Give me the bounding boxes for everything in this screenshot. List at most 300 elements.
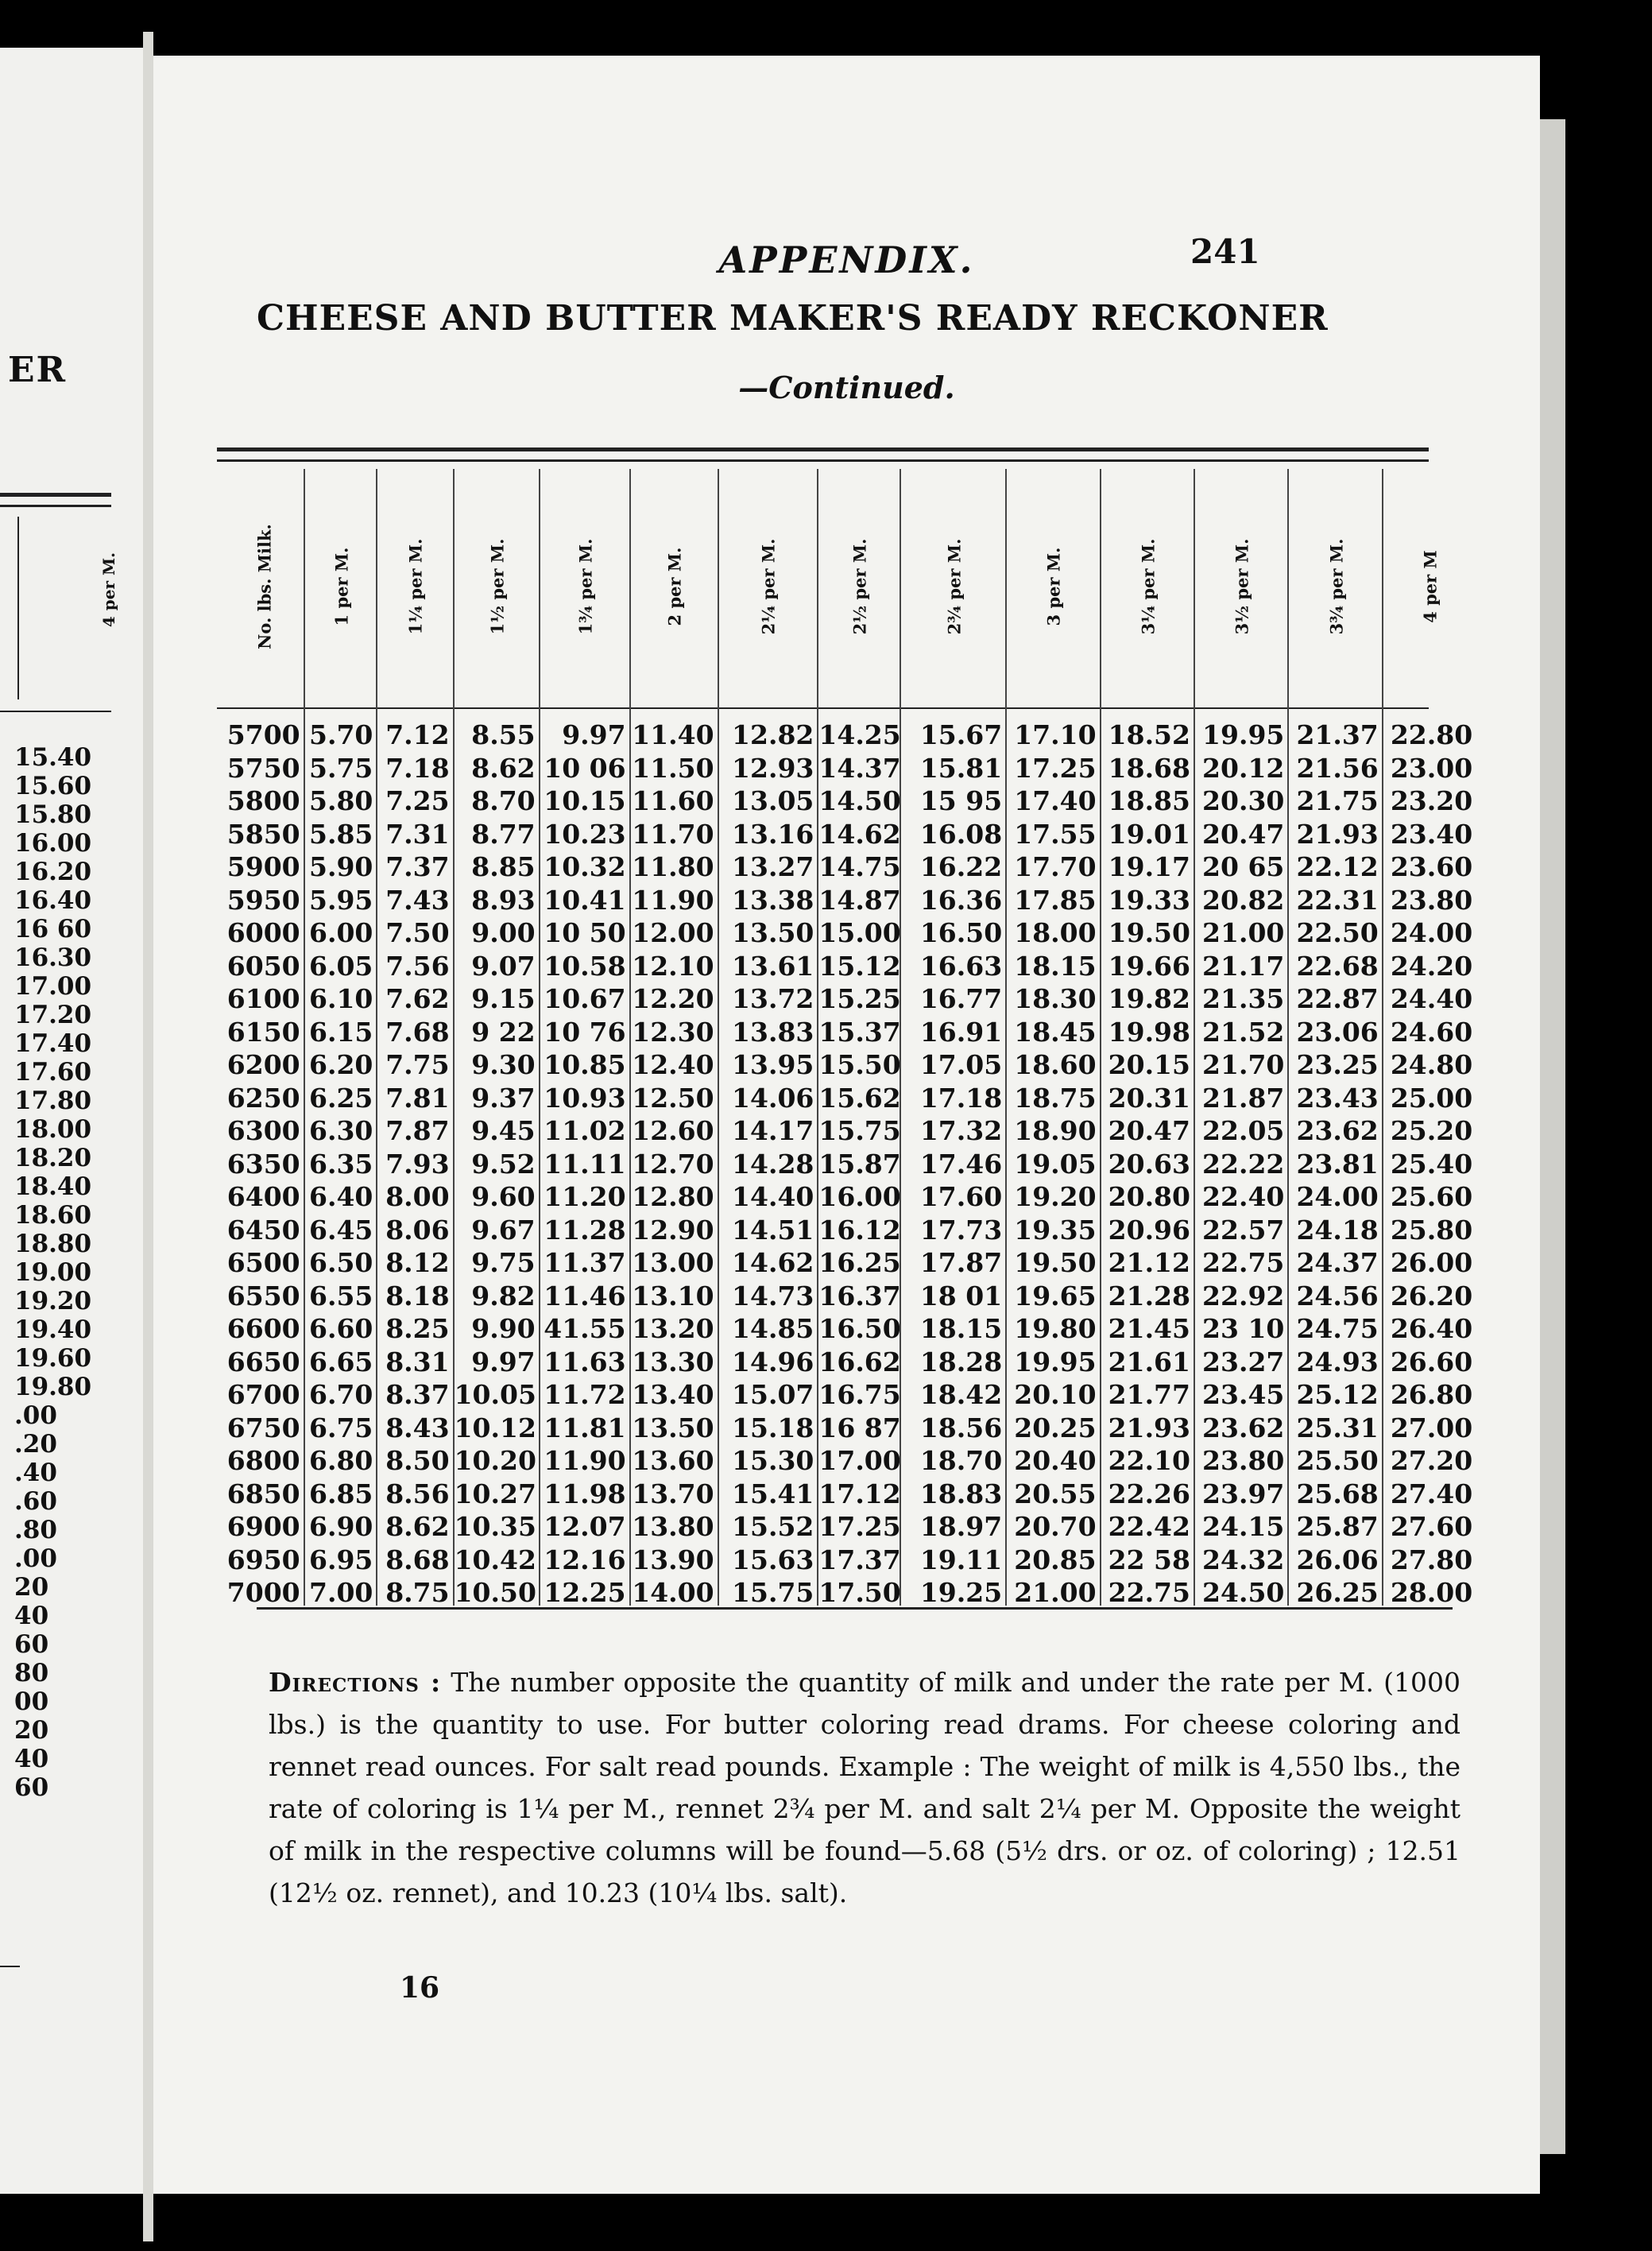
table-row (225, 752, 1473, 785)
quantity-cell: 10.12 (454, 1412, 536, 1443)
quantity-cell: 22.75 (1108, 1577, 1190, 1608)
quantity-cell: 6.20 (309, 1049, 373, 1080)
quantity-cell: 23.62 (1202, 1412, 1285, 1443)
quantity-cell: 7.75 (385, 1049, 450, 1080)
previous-page-value: 17.80 (14, 1087, 92, 1115)
quantity-cell: 6.40 (309, 1181, 373, 1212)
quantity-cell: 24.40 (1390, 983, 1473, 1014)
column-header-0 (225, 469, 305, 703)
quantity-cell: 26.25 (1296, 1577, 1379, 1608)
column-header-label: 3½ per M. (1232, 538, 1252, 634)
quantity-cell: 19.33 (1108, 884, 1190, 916)
quantity-cell: 5.80 (309, 785, 373, 816)
signature-mark: 16 (400, 1971, 440, 2005)
directions-paragraph (269, 1661, 1460, 1914)
quantity-cell: 21.00 (1014, 1577, 1097, 1608)
quantity-cell: 19.95 (1202, 719, 1285, 750)
quantity-cell: 10.41 (544, 884, 626, 916)
table-row (225, 1379, 1473, 1411)
column-header-label: 2¾ per M. (944, 538, 965, 634)
quantity-cell: 12.25 (544, 1577, 626, 1608)
quantity-cell: 25.12 (1296, 1379, 1379, 1410)
quantity-cell: 15.30 (732, 1445, 814, 1476)
divider (217, 459, 1429, 462)
quantity-cell: 19.50 (1014, 1247, 1097, 1278)
table-row (225, 950, 1473, 982)
quantity-cell: 13.05 (732, 785, 814, 816)
quantity-cell: 8.12 (385, 1247, 450, 1278)
milk-weight-cell: 6400 (226, 1181, 300, 1212)
quantity-cell: 14.62 (732, 1247, 814, 1278)
quantity-cell: 22.80 (1390, 719, 1473, 750)
quantity-cell: 11.11 (544, 1148, 626, 1180)
quantity-cell: 10.20 (454, 1445, 536, 1476)
quantity-cell: 7.56 (385, 950, 450, 982)
quantity-cell: 26.20 (1390, 1280, 1473, 1311)
previous-page-value: 18.20 (14, 1144, 92, 1172)
quantity-cell: 25.68 (1296, 1478, 1379, 1509)
quantity-cell: 6.30 (309, 1115, 373, 1146)
quantity-cell: 7.25 (385, 785, 450, 816)
column-divider (900, 469, 901, 1606)
quantity-cell: 9.60 (471, 1181, 536, 1212)
directions-text: The number opposite the quantity of milk and under the rate per M. (1000 lbs.) is the quantity to use. For butter coloring read drams. For cheese coloring and rennet read ounces. For salt read pounds. Example : The weight of milk is 4,550 lbs., the rate of coloring is 1¼ per M., rennet 2¾ per M. and salt 2¼ per M. Opposite the weight of milk in the respective columns will be found—5.68 (5½ drs. or oz. of coloring) ; 12.51 (12½ oz. rennet), and 10.23 (10¼ lbs. salt). (269, 1667, 1460, 1908)
quantity-cell: 20.12 (1202, 752, 1285, 784)
quantity-cell: 6.95 (309, 1544, 373, 1575)
quantity-cell: 13.40 (632, 1379, 714, 1410)
quantity-cell: 15.18 (732, 1412, 814, 1443)
table-row (225, 1478, 1473, 1510)
quantity-cell: 8.00 (385, 1181, 450, 1212)
quantity-cell: 9.75 (471, 1247, 536, 1278)
quantity-cell: 23 10 (1202, 1313, 1285, 1344)
column-header-label: 3¾ per M. (1326, 538, 1347, 634)
quantity-cell: 13.70 (632, 1478, 714, 1509)
quantity-cell: 13.72 (732, 983, 814, 1014)
quantity-cell: 7.00 (309, 1577, 373, 1608)
previous-page-value: 20 (14, 1573, 49, 1602)
page-number: 241 (1190, 232, 1260, 271)
quantity-cell: 14.73 (732, 1280, 814, 1311)
column-header-label: 4 per M (1420, 549, 1441, 623)
quantity-cell: 24.15 (1202, 1511, 1285, 1542)
quantity-cell: 21.87 (1202, 1082, 1285, 1114)
column-divider (1287, 469, 1289, 1606)
quantity-cell: 9.97 (471, 1346, 536, 1377)
quantity-cell: 21.52 (1202, 1016, 1285, 1048)
quantity-cell: 22 58 (1108, 1544, 1190, 1575)
quantity-cell: 6.10 (309, 983, 373, 1014)
quantity-cell: 9.52 (471, 1148, 536, 1180)
quantity-cell: 8.37 (385, 1379, 450, 1410)
milk-weight-cell: 6900 (226, 1511, 300, 1542)
quantity-cell: 20.47 (1108, 1115, 1190, 1146)
previous-page-value: 15.40 (14, 743, 92, 772)
quantity-cell: 13.90 (632, 1544, 714, 1575)
milk-weight-cell: 6250 (226, 1082, 300, 1114)
quantity-cell: 13.60 (632, 1445, 714, 1476)
quantity-cell: 12.30 (632, 1016, 714, 1048)
previous-page-fragment (0, 48, 143, 2194)
quantity-cell: 23.45 (1202, 1379, 1285, 1410)
milk-weight-cell: 6800 (226, 1445, 300, 1476)
quantity-cell: 18.00 (1014, 917, 1097, 948)
divider (0, 711, 111, 712)
quantity-cell: 11.81 (544, 1412, 626, 1443)
quantity-cell: 6.90 (309, 1511, 373, 1542)
quantity-cell: 10 76 (544, 1016, 626, 1048)
table-title: CHEESE AND BUTTER MAKER'S READY RECKONER (257, 298, 1329, 339)
quantity-cell: 16.37 (818, 1280, 901, 1311)
quantity-cell: 13.50 (632, 1412, 714, 1443)
quantity-cell: 15.62 (818, 1082, 901, 1114)
quantity-cell: 24.56 (1296, 1280, 1379, 1311)
quantity-cell: 20.47 (1202, 818, 1285, 850)
previous-page-value: 60 (14, 1773, 49, 1802)
table-row (225, 1313, 1473, 1345)
quantity-cell: 17.00 (818, 1445, 901, 1476)
quantity-cell: 10.67 (544, 983, 626, 1014)
quantity-cell: 13.80 (632, 1511, 714, 1542)
quantity-cell: 14.87 (818, 884, 901, 916)
column-header-4 (540, 469, 631, 703)
quantity-cell: 12.16 (544, 1544, 626, 1575)
quantity-cell: 10.05 (454, 1379, 536, 1410)
milk-weight-cell: 6100 (226, 983, 300, 1014)
quantity-cell: 23.06 (1296, 1016, 1379, 1048)
quantity-cell: 8.06 (385, 1214, 450, 1246)
milk-weight-cell: 5700 (226, 719, 300, 750)
column-divider (539, 469, 540, 1606)
quantity-cell: 13.00 (632, 1247, 714, 1278)
quantity-cell: 15.81 (919, 752, 1003, 784)
quantity-cell: 12.70 (632, 1148, 714, 1180)
quantity-cell: 16.25 (818, 1247, 901, 1278)
quantity-cell: 16 87 (818, 1412, 901, 1443)
quantity-cell: 21.70 (1202, 1049, 1285, 1080)
quantity-cell: 20.55 (1014, 1478, 1097, 1509)
quantity-cell: 17.18 (919, 1082, 1003, 1114)
quantity-cell: 18.52 (1108, 719, 1190, 750)
column-divider (629, 469, 631, 1606)
milk-weight-cell: 6950 (226, 1544, 300, 1575)
quantity-cell: 21.93 (1108, 1412, 1190, 1443)
directions-label: Directions : (269, 1667, 442, 1698)
quantity-cell: 16.63 (919, 950, 1003, 982)
quantity-cell: 6.05 (309, 950, 373, 982)
quantity-cell: 11.72 (544, 1379, 626, 1410)
quantity-cell: 18.56 (919, 1412, 1003, 1443)
quantity-cell: 20.15 (1108, 1049, 1190, 1080)
quantity-cell: 19.50 (1108, 917, 1190, 948)
quantity-cell: 11.28 (544, 1214, 626, 1246)
quantity-cell: 25.00 (1390, 1082, 1473, 1114)
quantity-cell: 22.57 (1202, 1214, 1285, 1246)
previous-page-value: .00 (14, 1544, 57, 1573)
milk-weight-cell: 6300 (226, 1115, 300, 1146)
quantity-cell: 8.85 (471, 851, 536, 882)
quantity-cell: 20.96 (1108, 1214, 1190, 1246)
quantity-cell: 22.50 (1296, 917, 1379, 948)
quantity-cell: 24.00 (1390, 917, 1473, 948)
quantity-cell: 22.26 (1108, 1478, 1190, 1509)
quantity-cell: 10.93 (544, 1082, 626, 1114)
milk-weight-cell: 6200 (226, 1049, 300, 1080)
column-header-8 (901, 469, 1007, 703)
quantity-cell: 13.38 (732, 884, 814, 916)
previous-page-value: 19.00 (14, 1258, 92, 1287)
quantity-cell: 11.80 (632, 851, 714, 882)
quantity-cell: 13.16 (732, 818, 814, 850)
quantity-cell: 9.37 (471, 1082, 536, 1114)
quantity-cell: 14.96 (732, 1346, 814, 1377)
quantity-cell: 27.60 (1390, 1511, 1473, 1542)
quantity-cell: 8.55 (471, 719, 536, 750)
column-header-3 (455, 469, 540, 703)
quantity-cell: 14.37 (818, 752, 901, 784)
quantity-cell: 7.18 (385, 752, 450, 784)
quantity-cell: 16.50 (919, 917, 1003, 948)
quantity-cell: 17.85 (1014, 884, 1097, 916)
quantity-cell: 8.93 (471, 884, 536, 916)
quantity-cell: 7.62 (385, 983, 450, 1014)
quantity-cell: 8.50 (385, 1445, 450, 1476)
table-row (225, 1511, 1473, 1543)
quantity-cell: 7.93 (385, 1148, 450, 1180)
previous-page-value: 16.20 (14, 858, 92, 886)
column-header-label: 1¼ per M. (405, 538, 426, 634)
quantity-cell: 8.18 (385, 1280, 450, 1311)
quantity-cell: 19.25 (919, 1577, 1003, 1608)
quantity-cell: 16.77 (919, 983, 1003, 1014)
table-row (225, 983, 1473, 1015)
previous-page-value: 15.80 (14, 800, 92, 829)
quantity-cell: 6.85 (309, 1478, 373, 1509)
quantity-cell: 25.20 (1390, 1115, 1473, 1146)
quantity-cell: 25.60 (1390, 1181, 1473, 1212)
previous-page-value: 18.60 (14, 1201, 92, 1230)
quantity-cell: 21.93 (1296, 818, 1379, 850)
column-header-label: 1½ per M. (487, 538, 508, 634)
quantity-cell: 11.40 (632, 719, 714, 750)
quantity-cell: 6.80 (309, 1445, 373, 1476)
quantity-cell: 21.61 (1108, 1346, 1190, 1377)
quantity-cell: 9.45 (471, 1115, 536, 1146)
milk-weight-cell: 6850 (226, 1478, 300, 1509)
quantity-cell: 22.68 (1296, 950, 1379, 982)
quantity-cell: 19.17 (1108, 851, 1190, 882)
column-header-10 (1101, 469, 1195, 703)
previous-page-value: .80 (14, 1516, 57, 1544)
quantity-cell: 11.70 (632, 818, 714, 850)
quantity-cell: 17.32 (919, 1115, 1003, 1146)
quantity-cell: 8.43 (385, 1412, 450, 1443)
table-row (225, 1049, 1473, 1081)
milk-weight-cell: 6700 (226, 1379, 300, 1410)
quantity-cell: 21.56 (1296, 752, 1379, 784)
quantity-cell: 19.11 (919, 1544, 1003, 1575)
column-header-6 (719, 469, 819, 703)
quantity-cell: 20.25 (1014, 1412, 1097, 1443)
column-header-12 (1289, 469, 1383, 703)
previous-page-column-header: 4 per M. (99, 552, 119, 628)
quantity-cell: 14.51 (732, 1214, 814, 1246)
previous-page-value: 15.60 (14, 772, 92, 800)
quantity-cell: 16.12 (818, 1214, 901, 1246)
quantity-cell: 8.31 (385, 1346, 450, 1377)
table-row (225, 1181, 1473, 1213)
previous-page-value: 19.80 (14, 1373, 92, 1401)
quantity-cell: 13.10 (632, 1280, 714, 1311)
quantity-cell: 23.81 (1296, 1148, 1379, 1180)
quantity-cell: 15.75 (818, 1115, 901, 1146)
table-row (225, 1412, 1473, 1444)
divider (0, 505, 111, 507)
quantity-cell: 19.82 (1108, 983, 1190, 1014)
quantity-cell: 19.35 (1014, 1214, 1097, 1246)
column-header-label: 2½ per M. (849, 538, 870, 634)
quantity-cell: 14.25 (818, 719, 901, 750)
quantity-cell: 24.32 (1202, 1544, 1285, 1575)
quantity-cell: 14.62 (818, 818, 901, 850)
milk-weight-cell: 6450 (226, 1214, 300, 1246)
previous-page-value: 60 (14, 1630, 49, 1659)
divider (257, 1607, 1453, 1610)
quantity-cell: 17.10 (1014, 719, 1097, 750)
quantity-cell: 21.37 (1296, 719, 1379, 750)
quantity-cell: 20.10 (1014, 1379, 1097, 1410)
quantity-cell: 22.87 (1296, 983, 1379, 1014)
quantity-cell: 15.67 (919, 719, 1003, 750)
column-header-13 (1383, 469, 1477, 703)
quantity-cell: 9.15 (471, 983, 536, 1014)
quantity-cell: 13.30 (632, 1346, 714, 1377)
quantity-cell: 16.50 (818, 1313, 901, 1344)
quantity-cell: 24.18 (1296, 1214, 1379, 1246)
previous-page-value: 20 (14, 1716, 49, 1745)
quantity-cell: 17.87 (919, 1247, 1003, 1278)
quantity-cell: 15 95 (919, 785, 1003, 816)
divider (0, 1966, 20, 1967)
quantity-cell: 5.90 (309, 851, 373, 882)
quantity-cell: 21.77 (1108, 1379, 1190, 1410)
previous-page-value: 18.00 (14, 1115, 92, 1144)
quantity-cell: 23.80 (1202, 1445, 1285, 1476)
quantity-cell: 10.42 (454, 1544, 536, 1575)
quantity-cell: 28.00 (1390, 1577, 1473, 1608)
quantity-cell: 17.46 (919, 1148, 1003, 1180)
quantity-cell: 20.82 (1202, 884, 1285, 916)
quantity-cell: 10.35 (454, 1511, 536, 1542)
milk-weight-cell: 6500 (226, 1247, 300, 1278)
table-row (225, 1148, 1473, 1180)
table-row (225, 1445, 1473, 1477)
milk-weight-cell: 5750 (226, 752, 300, 784)
quantity-cell: 20 65 (1202, 851, 1285, 882)
quantity-cell: 9.82 (471, 1280, 536, 1311)
quantity-cell: 19.65 (1014, 1280, 1097, 1311)
quantity-cell: 11.46 (544, 1280, 626, 1311)
quantity-cell: 15.75 (732, 1577, 814, 1608)
quantity-cell: 21.17 (1202, 950, 1285, 982)
quantity-cell: 9.90 (471, 1313, 536, 1344)
quantity-cell: 17.12 (818, 1478, 901, 1509)
quantity-cell: 15.63 (732, 1544, 814, 1575)
quantity-cell: 6.55 (309, 1280, 373, 1311)
column-header-11 (1195, 469, 1289, 703)
column-header-label: No. lbs. Milk. (254, 523, 275, 649)
quantity-cell: 16.75 (818, 1379, 901, 1410)
previous-page-value: 80 (14, 1659, 49, 1687)
quantity-cell: 24.75 (1296, 1313, 1379, 1344)
quantity-cell: 12.93 (732, 752, 814, 784)
quantity-cell: 7.43 (385, 884, 450, 916)
quantity-cell: 21.45 (1108, 1313, 1190, 1344)
table-subtitle: —Continued. (738, 370, 955, 405)
quantity-cell: 18.15 (1014, 950, 1097, 982)
quantity-cell: 16.62 (818, 1346, 901, 1377)
quantity-cell: 17.37 (818, 1544, 901, 1575)
previous-page-value: 40 (14, 1745, 49, 1773)
quantity-cell: 24.80 (1390, 1049, 1473, 1080)
table-row (225, 1082, 1473, 1114)
quantity-cell: 21.35 (1202, 983, 1285, 1014)
quantity-cell: 6.70 (309, 1379, 373, 1410)
quantity-cell: 11.90 (544, 1445, 626, 1476)
quantity-cell: 9.97 (562, 719, 626, 750)
quantity-cell: 11.63 (544, 1346, 626, 1377)
previous-page-value: 19.20 (14, 1287, 92, 1315)
quantity-cell: 23.27 (1202, 1346, 1285, 1377)
quantity-cell: 15.41 (732, 1478, 814, 1509)
quantity-cell: 12.60 (632, 1115, 714, 1146)
quantity-cell: 17.73 (919, 1214, 1003, 1246)
quantity-cell: 12.10 (632, 950, 714, 982)
quantity-cell: 23.62 (1296, 1115, 1379, 1146)
quantity-cell: 20.40 (1014, 1445, 1097, 1476)
quantity-cell: 24.60 (1390, 1016, 1473, 1048)
column-header-label: 3 per M. (1043, 547, 1064, 626)
quantity-cell: 19.80 (1014, 1313, 1097, 1344)
quantity-cell: 41.55 (544, 1313, 626, 1344)
quantity-cell: 22.31 (1296, 884, 1379, 916)
quantity-cell: 5.95 (309, 884, 373, 916)
quantity-cell: 23.60 (1390, 851, 1473, 882)
quantity-cell: 22.92 (1202, 1280, 1285, 1311)
quantity-cell: 25.31 (1296, 1412, 1379, 1443)
milk-weight-cell: 6750 (226, 1412, 300, 1443)
quantity-cell: 18.42 (919, 1379, 1003, 1410)
quantity-cell: 12.00 (632, 917, 714, 948)
milk-weight-cell: 7000 (226, 1577, 300, 1608)
quantity-cell: 26.00 (1390, 1247, 1473, 1278)
quantity-cell: 7.12 (385, 719, 450, 750)
quantity-cell: 19.01 (1108, 818, 1190, 850)
quantity-cell: 24.00 (1296, 1181, 1379, 1212)
quantity-cell: 11.98 (544, 1478, 626, 1509)
quantity-cell: 18.75 (1014, 1082, 1097, 1114)
quantity-cell: 25.87 (1296, 1511, 1379, 1542)
previous-page-value: 16.30 (14, 943, 92, 972)
table-row (225, 1544, 1473, 1576)
quantity-cell: 10.15 (544, 785, 626, 816)
quantity-cell: 22.40 (1202, 1181, 1285, 1212)
quantity-cell: 17.70 (1014, 851, 1097, 882)
quantity-cell: 18.28 (919, 1346, 1003, 1377)
quantity-cell: 23.25 (1296, 1049, 1379, 1080)
quantity-cell: 15.37 (818, 1016, 901, 1048)
quantity-cell: 27.40 (1390, 1478, 1473, 1509)
